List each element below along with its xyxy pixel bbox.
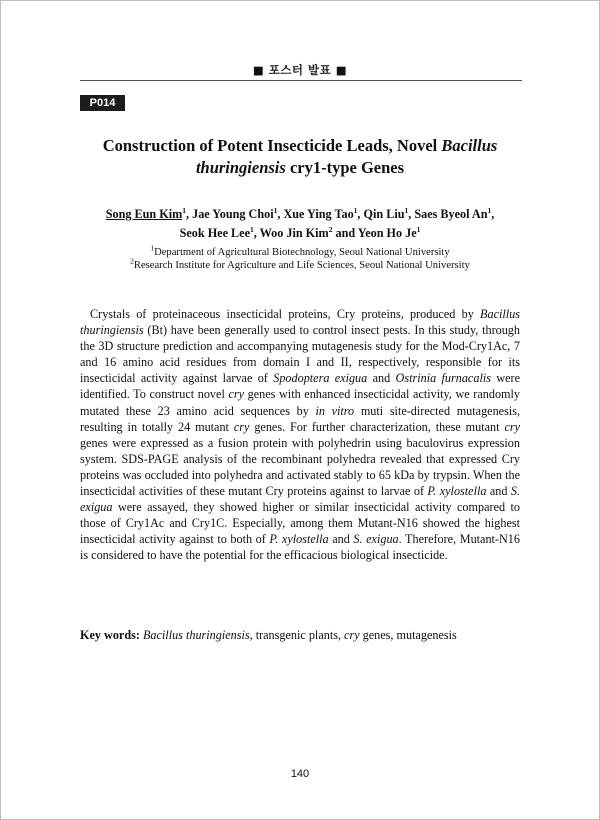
italic-text-run: Spodoptera exigua xyxy=(273,371,368,386)
author-sep: , xyxy=(491,207,495,221)
keywords-items xyxy=(140,628,457,642)
text-run: (Bt) have been generally used to control insect pests. In this study, through the 3D structure prediction and accompanying mutagenesis study for the Mod-Cry1Ac, 7 and 16 amino acid residues from domain I and II, respectively, responsible for its insecticidal activity against larvae of xyxy=(80,323,520,386)
poster-code-badge: P014 xyxy=(80,95,125,111)
italic-text-run: cry xyxy=(228,387,245,402)
author xyxy=(358,226,421,240)
italic-text-run: P. xylostella xyxy=(269,532,329,547)
author xyxy=(180,226,260,240)
italic-text-run: Bacillus thuringiensis xyxy=(80,307,520,338)
keywords-line xyxy=(80,627,520,643)
text-run: were assayed, they showed higher or similar insecticidal activity compared to those of Cry1Ac and Cry1C. Especially, among them Mutant-N16 showed the highest insecticidal activity against to both of xyxy=(80,500,520,547)
author-affil: 1 xyxy=(353,205,358,215)
author-list xyxy=(80,205,520,243)
author xyxy=(414,207,494,221)
author-affil: 1 xyxy=(273,205,278,215)
text-run: muti site-directed mutagenesis, resulting in totally 24 mutant xyxy=(80,403,520,434)
author-affil: 1 xyxy=(250,224,254,234)
author-name: Song Eun Kim xyxy=(105,207,183,221)
title-part-1: Construction of Potent Insecticide Leads, Novel xyxy=(102,136,442,155)
author-sep: , xyxy=(253,226,260,240)
text-run: were identified. To construct novel xyxy=(80,371,520,402)
affiliation-list xyxy=(80,243,520,272)
italic-text-run: cry xyxy=(344,628,360,642)
author-name: Saes Byeol An xyxy=(414,207,488,221)
author-sep: , xyxy=(408,207,415,221)
italic-text-run: cry xyxy=(504,419,520,434)
keywords-label: Key words: xyxy=(80,628,140,642)
author-name: Yeon Ho Je xyxy=(357,226,417,240)
italic-text-run: P. xylostella xyxy=(427,484,487,499)
affiliation-text: Research Institute for Agriculture and Life Sciences, Seoul National University xyxy=(133,260,470,271)
author xyxy=(106,207,192,221)
page-number: 140 xyxy=(290,768,310,780)
author-name: Xue Ying Tao xyxy=(283,207,354,221)
author-affil: 1 xyxy=(182,205,187,215)
affiliation xyxy=(80,243,520,259)
text-run: genes with enhanced insecticidal activity, we randomly mutated these 23 amino acid sequences by xyxy=(80,387,521,418)
text-run: and xyxy=(367,371,396,386)
author-name: Woo Jin Kim xyxy=(259,226,329,240)
text-run: . Therefore, Mutant-N16 is considered to have the potential for the efficacious biological insecticide. xyxy=(80,532,520,563)
italic-text-run: Bacillus thuringiensis xyxy=(142,628,250,642)
affiliation-number: 2 xyxy=(130,256,134,266)
text-run: and xyxy=(328,532,354,547)
author-name: Qin Liu xyxy=(363,207,405,221)
text-run: and xyxy=(486,484,511,499)
title-italic: Bacillus thuringiensis xyxy=(195,136,498,177)
author-affil: 1 xyxy=(416,224,421,234)
text-run: genes. For further characterization, these mutant xyxy=(249,419,505,434)
author-affil: 2 xyxy=(328,224,333,234)
affiliation xyxy=(80,256,520,272)
author xyxy=(192,207,283,221)
author-sep: and xyxy=(332,226,358,240)
author-sep: , xyxy=(357,207,364,221)
italic-text-run: S. exigua xyxy=(353,532,399,547)
paper-title xyxy=(80,135,520,179)
italic-text-run: cry xyxy=(233,419,250,434)
italic-text-run: in vitro xyxy=(315,403,355,418)
author-name: Seok Hee Lee xyxy=(179,226,250,240)
author xyxy=(364,207,415,221)
text-run: genes were expressed as a fusion protein with polyhedrin using baculovirus expression system. SDS-PAGE analysis of the recombinant polyhedra revealed that expressed Cry proteins was occluded into polyhedra and activated stably to 65 kDa by trypsin. When the insecticidal activities of these mutant Cry proteins against to larvae of xyxy=(80,435,520,499)
author-sep: , xyxy=(186,207,193,221)
italic-text-run: S. exigua xyxy=(80,484,520,515)
author xyxy=(260,226,358,240)
text-run: , transgenic plants, xyxy=(249,628,345,642)
author-name: Jae Young Choi xyxy=(192,207,274,221)
affiliation-text: Department of Agricultural Biotechnology, Seoul National University xyxy=(154,247,450,258)
title-part-2: cry1-type Genes xyxy=(285,158,405,177)
text-run: genes, mutagenesis xyxy=(359,628,457,642)
header-rule xyxy=(80,80,522,81)
text-run: Crystals of proteinaceous insecticidal proteins, Cry proteins, produced by xyxy=(90,307,481,321)
author-affil: 1 xyxy=(404,205,409,215)
italic-text-run: Ostrinia furnacalis xyxy=(395,371,491,386)
author xyxy=(283,207,363,221)
author-affil: 1 xyxy=(487,205,492,215)
affiliation-number: 1 xyxy=(150,243,155,253)
section-header: ■ 포스터 발표 ■ xyxy=(252,63,348,77)
author-sep: , xyxy=(277,207,284,221)
abstract-body xyxy=(80,306,520,564)
